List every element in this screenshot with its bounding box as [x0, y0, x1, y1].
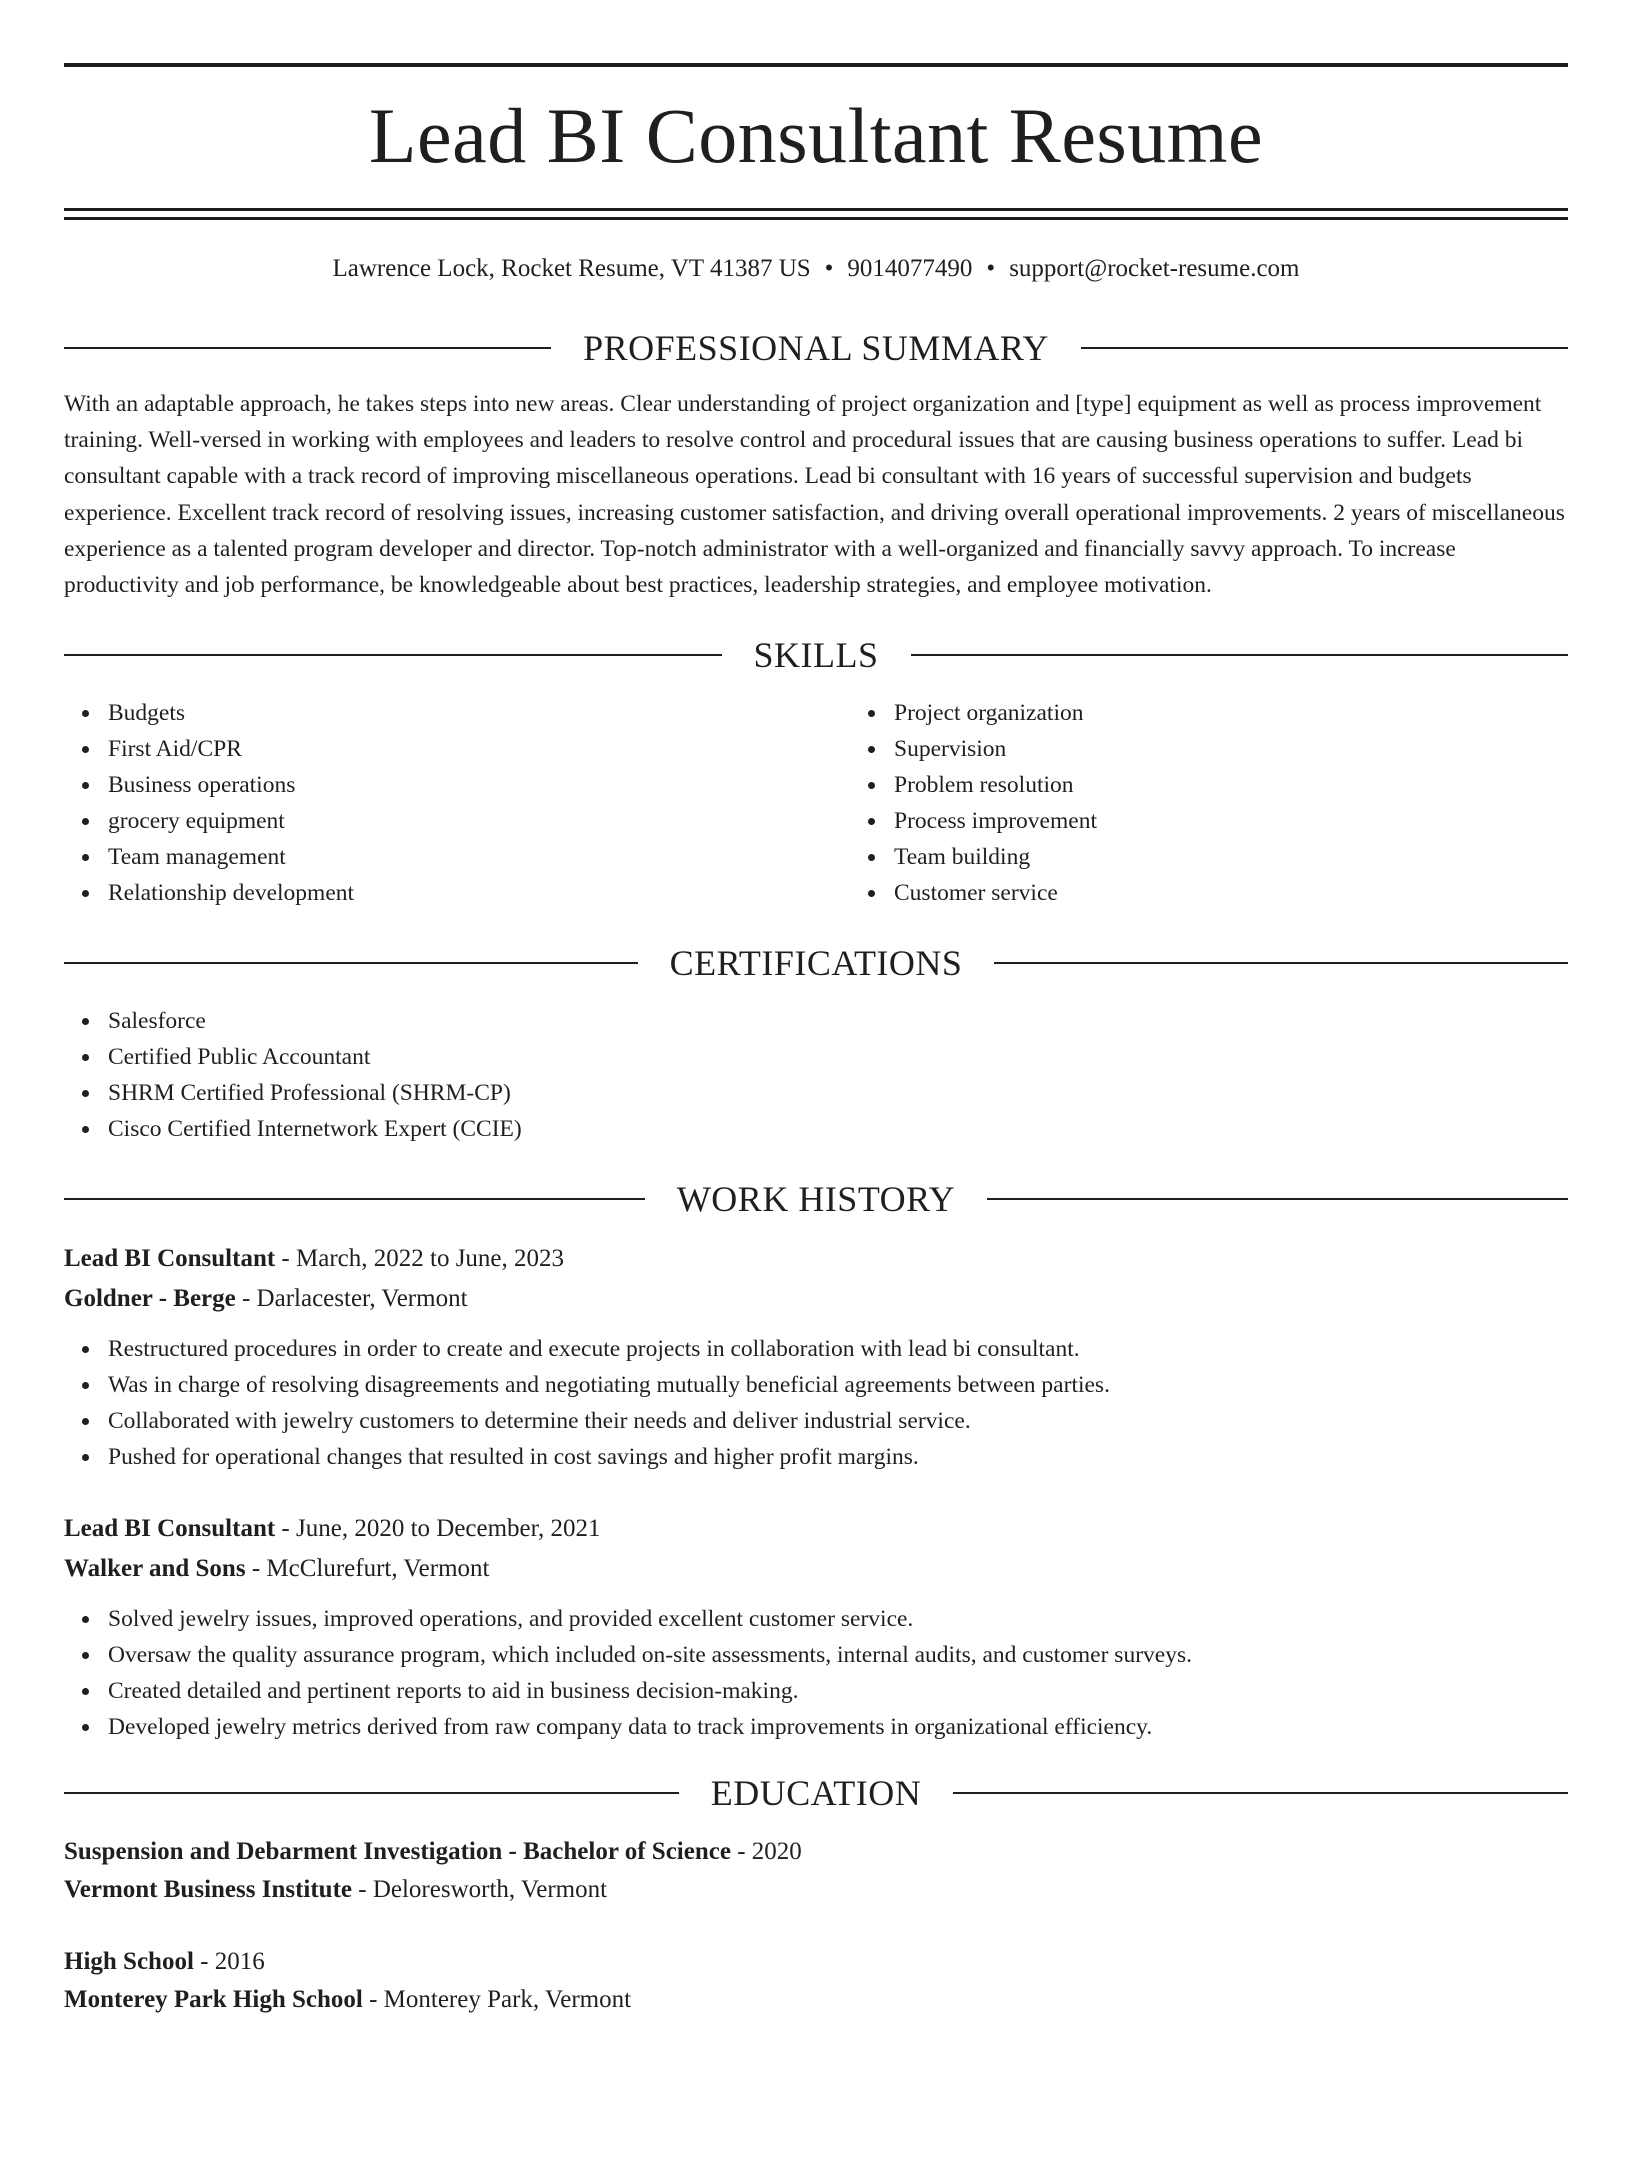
section-title: CERTIFICATIONS: [669, 943, 963, 984]
job-bullets: [64, 1331, 1568, 1475]
job-company-line: [64, 1279, 1568, 1319]
list-item: Was in charge of resolving disagreements and negotiating mutually beneficial agreements between parties.: [108, 1367, 1568, 1403]
education-degree-line: [64, 1943, 1568, 1981]
section-rule: [64, 962, 638, 964]
list-item: Customer service: [894, 875, 1097, 911]
list-item: Team management: [108, 839, 850, 875]
summary-paragraph: With an adaptable approach, he takes steps into new areas. Clear understanding of project organization and [type] equipment as well as process improvement training. Well-versed in working with employees and leaders to resolve control and procedural issues that are causing business operations to suffer. Lead bi consultant capable with a track record of improving miscellaneous operations. Lead bi consultant with 16 years of successful supervision and budgets experience. Excellent track record of resolving issues, increasing customer satisfaction, and driving overall operational improvements. 2 years of miscellaneous experience as a talented program developer and director. Top-notch administrator with a well-organized and financially savvy approach. To increase productivity and job performance, be knowledgeable about best practices, leadership strategies, and employee motivation.: [64, 391, 1565, 599]
section-title: PROFESSIONAL SUMMARY: [583, 328, 1049, 368]
job-location: - McClurefurt, Vermont: [245, 1555, 490, 1583]
section-rule: [987, 1198, 1568, 1200]
section-header-skills: [64, 635, 1568, 676]
page-title: Lead BI Consultant Resume: [368, 92, 1264, 179]
section-header-work-history: [64, 1179, 1568, 1220]
contact-separator: •: [824, 255, 834, 282]
list-item: Project organization: [894, 695, 1097, 731]
list-item: Problem resolution: [894, 767, 1097, 803]
list-item: Collaborated with jewelry customers to determine their needs and deliver industrial service.: [108, 1403, 1568, 1439]
education-year: - 2020: [730, 1838, 802, 1866]
job-dates: - March, 2022 to June, 2023: [275, 1245, 565, 1273]
list-item: First Aid/CPR: [108, 731, 850, 767]
section-rule: [64, 347, 551, 349]
education-entry: [64, 1943, 1568, 2019]
education-location: - Monterey Park, Vermont: [362, 1986, 632, 2014]
top-rule: [64, 63, 1568, 67]
list-item: Supervision: [894, 731, 1097, 767]
list-item: Oversaw the quality assurance program, which included on-site assessments, internal audits, and customer surveys.: [108, 1637, 1568, 1673]
section-rule: [994, 962, 1568, 964]
education-school: Monterey Park High School: [64, 1986, 363, 2014]
section-rule: [911, 654, 1569, 656]
certifications-list: [64, 1003, 1568, 1147]
contact-address: Lawrence Lock, Rocket Resume, VT 41387 US: [332, 255, 811, 282]
job-company: Walker and Sons: [64, 1555, 246, 1583]
list-item: SHRM Certified Professional (SHRM-CP): [108, 1075, 1568, 1111]
job-entry: [64, 1239, 1568, 1475]
job-location: - Darlacester, Vermont: [235, 1285, 468, 1313]
job-entry: [64, 1509, 1568, 1745]
list-item: Salesforce: [108, 1003, 1568, 1039]
education-degree-line: [64, 1833, 1568, 1871]
section-rule: [64, 1792, 679, 1794]
list-item: Cisco Certified Internetwork Expert (CCIE): [108, 1111, 1568, 1147]
section-title: SKILLS: [753, 635, 879, 676]
section-header-education: [64, 1773, 1568, 1814]
list-item: Relationship development: [108, 875, 850, 911]
job-dates: - June, 2020 to December, 2021: [275, 1515, 601, 1543]
section-rule: [1081, 347, 1568, 349]
section-title: EDUCATION: [710, 1773, 922, 1814]
list-item: Budgets: [108, 695, 850, 731]
list-item: grocery equipment: [108, 803, 850, 839]
job-title: Lead BI Consultant: [64, 1245, 276, 1273]
education-school: Vermont Business Institute: [64, 1876, 353, 1904]
skills-list-left: [64, 695, 850, 911]
title-double-rule: [64, 208, 1568, 220]
section-rule: [953, 1792, 1568, 1794]
skills-list-right: [850, 695, 1097, 911]
section-header-certifications: [64, 943, 1568, 984]
contact-separator: •: [986, 255, 996, 282]
list-item: Developed jewelry metrics derived from raw company data to track improvements in organizational efficiency.: [108, 1709, 1568, 1745]
list-item: Team building: [894, 839, 1097, 875]
list-item: Restructured procedures in order to create and execute projects in collaboration with lead bi consultant.: [108, 1331, 1568, 1367]
education-degree: Suspension and Debarment Investigation - Bachelor of Science: [64, 1838, 731, 1866]
resume-page: [0, 63, 1632, 2175]
section-rule: [64, 1198, 645, 1200]
job-company: Goldner - Berge: [64, 1285, 236, 1313]
job-company-line: [64, 1549, 1568, 1589]
job-title-line: [64, 1239, 1568, 1279]
section-rule: [64, 654, 722, 656]
education-school-line: [64, 1871, 1568, 1909]
list-item: Pushed for operational changes that resulted in cost savings and higher profit margins.: [108, 1439, 1568, 1475]
list-item: Process improvement: [894, 803, 1097, 839]
skills-columns: [64, 695, 1568, 911]
job-title: Lead BI Consultant: [64, 1515, 276, 1543]
education-location: - Deloresworth, Vermont: [352, 1876, 608, 1904]
section-title: WORK HISTORY: [676, 1179, 956, 1220]
contact-phone: 9014077490: [847, 255, 973, 282]
education-year: - 2016: [193, 1948, 265, 1976]
contact-line: [64, 254, 1568, 284]
job-bullets: [64, 1601, 1568, 1745]
education-degree: High School: [64, 1948, 194, 1976]
list-item: Created detailed and pertinent reports to aid in business decision-making.: [108, 1673, 1568, 1709]
contact-email: support@rocket-resume.com: [1009, 255, 1300, 282]
job-title-line: [64, 1509, 1568, 1549]
education-entry: [64, 1833, 1568, 1909]
list-item: Business operations: [108, 767, 850, 803]
education-school-line: [64, 1981, 1568, 2019]
list-item: Solved jewelry issues, improved operations, and provided excellent customer service.: [108, 1601, 1568, 1637]
section-header-summary: [64, 330, 1568, 366]
list-item: Certified Public Accountant: [108, 1039, 1568, 1075]
